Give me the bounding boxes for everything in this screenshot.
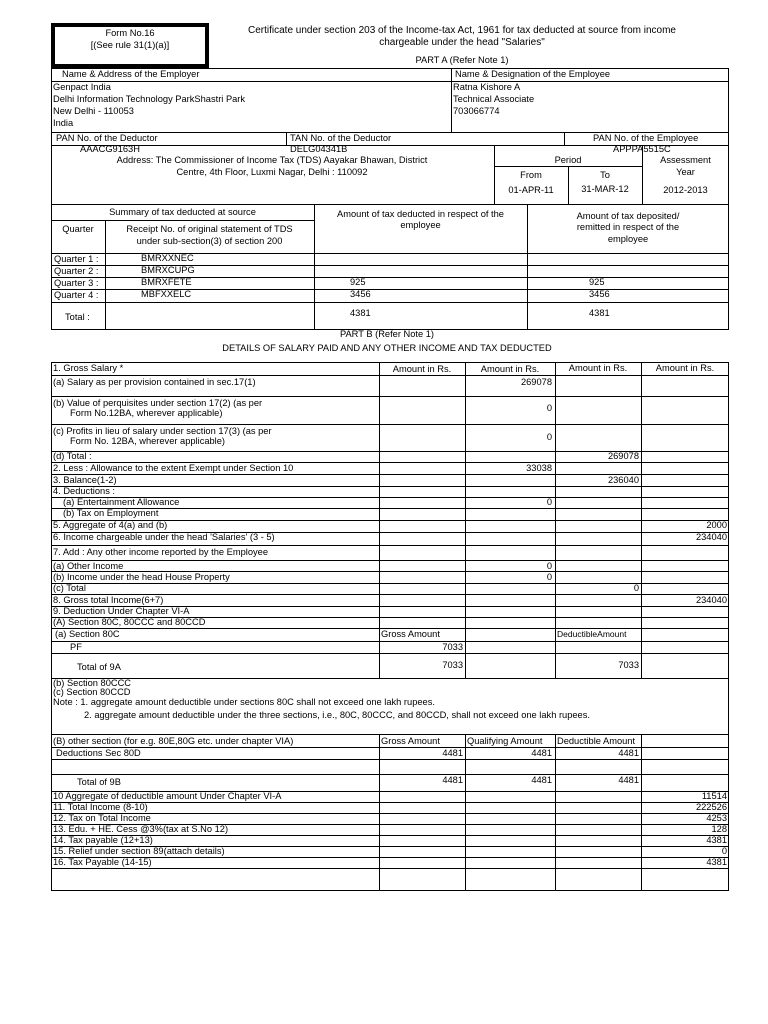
tax-payable-label: 14. Tax payable (12+13) (53, 835, 153, 845)
tan-deductor-label: TAN No. of the Deductor (290, 133, 392, 143)
amount-header: Amount in Rs. (392, 364, 452, 374)
total-9a-deductible: 7033 (618, 660, 639, 670)
divider (51, 204, 729, 205)
amount-header: Amount in Rs. (480, 364, 540, 374)
profits-label-2: Form No. 12BA, wherever applicable) (70, 436, 226, 446)
quarter-label: Quarter 4 : (54, 290, 99, 300)
quarter-column-header: Quarter (62, 224, 94, 234)
divider (51, 653, 729, 654)
total-9b-qualifying: 4481 (531, 775, 552, 785)
divider (564, 132, 565, 145)
employer-address-2: New Delhi - 110053 (53, 106, 134, 116)
aggregate-4-label: 5. Aggregate of 4(a) and (b) (53, 520, 168, 530)
certificate-line-1: Certificate under section 203 of the Income-tax Act, 1961 for tax deducted at source from income (247, 25, 676, 36)
sec-80d-gross: 4481 (442, 748, 463, 758)
employee-designation: Technical Associate (453, 94, 535, 104)
pan-employee-label: PAN No. of the Employee (593, 133, 699, 143)
other-income-label: (a) Other Income (53, 561, 124, 571)
total-9a-gross: 7033 (442, 660, 463, 670)
total-9b-gross: 4481 (442, 775, 463, 785)
divider (51, 813, 729, 814)
cess-value: 128 (711, 824, 727, 834)
profits-label-1: (c) Profits in lieu of salary under section 17(3) (as per (53, 426, 272, 436)
employment-tax-label: (b) Tax on Employment (63, 508, 159, 518)
profits-value: 0 (546, 432, 552, 442)
employee-header: Name & Designation of the Employee (455, 69, 611, 79)
receipt-number: BMRXXNEC (141, 253, 194, 263)
divider (451, 68, 452, 132)
gross-salary-label: 1. Gross Salary * (53, 363, 124, 373)
total-9a-label: Total of 9A (77, 662, 121, 672)
net-tax-payable-value: 4381 (706, 857, 727, 867)
exempt-allowance-value: 33038 (526, 463, 552, 473)
balance-value: 236040 (607, 475, 639, 485)
receipt-number: MBFXXELC (141, 289, 192, 299)
form-rule: [(See rule 31(1)(a)] (90, 40, 170, 50)
tds-address-2: Centre, 4th Floor, Luxmi Nagar, Delhi : 110092 (176, 167, 368, 177)
house-property-value: 0 (546, 572, 552, 582)
part-a-heading: PART A (Refer Note 1) (415, 55, 509, 65)
tax-payable-value: 4381 (706, 835, 727, 845)
income-salaries-label: 6. Income chargeable under the head 'Salaries' (3 - 5) (53, 532, 275, 542)
aggregate-4-value: 2000 (706, 520, 727, 530)
section-80ccc-label: (b) Section 80CCC (53, 678, 132, 688)
deposited-header-3: employee (607, 234, 649, 244)
divider (51, 81, 729, 82)
gross-total-income-value: 234040 (695, 595, 727, 605)
tan-deductor-value: DELG04341B (290, 144, 348, 154)
gross-amount-header: Gross Amount (381, 629, 440, 639)
period-from: 01-APR-11 (508, 185, 554, 195)
other-income-value: 0 (546, 561, 552, 571)
summary-label: Summary of tax deducted at source (109, 207, 256, 217)
divider (51, 759, 729, 760)
divider (51, 220, 314, 221)
pf-gross-value: 7033 (442, 642, 463, 652)
total-9b-deductible: 4481 (618, 775, 639, 785)
deductible-amount-header: DeductibleAmount (557, 629, 627, 639)
receipt-header-2: under sub-section(3) of section 200 (136, 236, 283, 246)
sec-80d-label: Deductions Sec 80D (56, 748, 141, 758)
divider (51, 868, 729, 869)
exempt-allowance-label: 2. Less : Allowance to the extent Exempt under Section 10 (53, 463, 294, 473)
pan-deductor-value: AAACG9163H (80, 144, 140, 154)
pf-label: PF (70, 642, 82, 652)
d-total-value: 269078 (607, 451, 639, 461)
assessment-year-label: Year (676, 167, 695, 177)
qualifying-amount-header: Qualifying Amount (467, 736, 543, 746)
total-label: Total : (65, 312, 90, 322)
to-label: To (600, 170, 610, 180)
amount-header: Amount in Rs. (655, 363, 715, 373)
cess-label: 13. Edu. + HE. Cess @3%(tax at S.No 12) (53, 824, 229, 834)
employer-address-1: Delhi Information Technology ParkShastri Park (53, 94, 246, 104)
period-label: Period (554, 155, 582, 165)
section-80ccd-label: (c) Section 80CCD (53, 687, 131, 697)
section-80c-label: (a) Section 80C (55, 629, 120, 639)
quarter-label: Quarter 1 : (54, 254, 99, 264)
income-salaries-value: 234040 (695, 532, 727, 542)
form-title: Form No.16 (105, 28, 155, 38)
quarter-label: Quarter 3 : (54, 278, 99, 288)
assessment-label: Assessment (660, 155, 711, 165)
part-b-subheading: DETAILS OF SALARY PAID AND ANY OTHER INCOME AND TAX DEDUCTED (222, 343, 552, 353)
divider (51, 424, 729, 425)
certificate-line-2: chargeable under the head "Salaries" (379, 37, 545, 48)
gross-total-income-label: 8. Gross total Income(6+7) (53, 595, 164, 605)
deposited-header-2: remitted in respect of the (576, 222, 680, 232)
gross-amount-header: Gross Amount (381, 736, 440, 746)
amount-header: Amount in Rs. (568, 363, 628, 373)
total-income-label: 11. Total Income (8-10) (53, 802, 148, 812)
tax-deposited: 925 (589, 277, 605, 287)
deductible-amount-header: Deductible Amount (557, 736, 636, 746)
employer-country: India (53, 118, 74, 128)
receipt-number: BMRXFETE (141, 277, 192, 287)
divider (51, 486, 729, 487)
employee-name: Ratna Kishore A (453, 82, 521, 92)
deposited-header-1: Amount of tax deposited/ (576, 211, 680, 221)
tds-address-1: Address: The Commissioner of Income Tax (TDS) Aayakar Bhawan, District (116, 155, 428, 165)
c-total-value: 0 (633, 583, 639, 593)
receipt-number: BMRXCUPG (141, 265, 195, 275)
total-deducted: 4381 (350, 308, 371, 318)
chapter-via-label: 9. Deduction Under Chapter VI-A (53, 606, 190, 616)
tax-deducted: 3456 (350, 289, 371, 299)
employer-name: Genpact India (53, 82, 111, 92)
total-9b-label: Total of 9B (77, 777, 121, 787)
tax-deducted: 925 (350, 277, 366, 287)
divider (51, 560, 729, 561)
relief-89-value: 0 (721, 846, 727, 856)
deducted-header-1: Amount of tax deducted in respect of the (337, 209, 504, 219)
entertainment-value: 0 (546, 497, 552, 507)
other-section-label: (B) other section (for e.g. 80E,80G etc. under chapter VIA) (53, 736, 294, 746)
total-income-value: 222526 (695, 802, 727, 812)
relief-89-label: 15. Relief under section 89(attach details) (53, 846, 225, 856)
c-total-label: (c) Total (53, 583, 86, 593)
net-tax-payable-label: 16. Tax Payable (14-15) (53, 857, 152, 867)
divider (51, 802, 729, 803)
employer-header: Name & Address of the Employer (62, 69, 200, 79)
sec-80d-qualifying: 4481 (531, 748, 552, 758)
divider (286, 132, 287, 145)
house-property-label: (b) Income under the head House Property (53, 572, 230, 582)
divider (51, 375, 729, 376)
total-deposited: 4381 (589, 308, 610, 318)
deducted-header-2: employee (400, 220, 441, 230)
perquisites-value: 0 (546, 403, 552, 413)
employee-id: 703066774 (453, 106, 500, 116)
section-80c-group-label: (A) Section 80C, 80CCC and 80CCD (53, 617, 206, 627)
aggregate-deductible-label: 10 Aggregate of deductible amount Under Chapter VI-A (53, 791, 282, 801)
part-b-heading: PART B (Refer Note 1) (339, 329, 435, 339)
entertainment-label: (a) Entertainment Allowance (63, 497, 180, 507)
from-label: From (520, 170, 542, 180)
d-total-label: (d) Total : (53, 451, 92, 461)
tax-on-income-value: 4253 (706, 813, 727, 823)
note-2: 2. aggregate amount deductible under the three sections, i.e., 80C, 80CCC, and 80CCD, shall not exceed one lakh rupees. (84, 710, 590, 720)
divider (51, 396, 729, 397)
divider (51, 734, 729, 735)
quarter-label: Quarter 2 : (54, 266, 99, 276)
divider (51, 545, 729, 546)
receipt-header-1: Receipt No. of original statement of TDS (126, 224, 293, 234)
salary-17-1-value: 269078 (520, 377, 552, 387)
tax-deposited: 3456 (589, 289, 610, 299)
period-to: 31-MAR-12 (581, 184, 629, 194)
assessment-year: 2012-2013 (663, 185, 708, 195)
tax-on-income-label: 12. Tax on Total Income (53, 813, 151, 823)
perquisites-label-1: (b) Value of perquisites under section 17(2) (as per (53, 398, 263, 408)
divider (51, 857, 729, 858)
salary-17-1-label: (a) Salary as per provision contained in sec.17(1) (53, 377, 256, 387)
note-1: Note : 1. aggregate amount deductible under sections 80C shall not exceed one lakh rupees. (53, 697, 435, 707)
perquisites-label-2: Form No.12BA, wherever applicable) (70, 408, 223, 418)
balance-label: 3. Balance(1-2) (53, 475, 117, 485)
divider (51, 678, 729, 679)
deductions-label: 4. Deductions : (53, 486, 116, 496)
other-income-heading: 7. Add : Any other income reported by the Employee (53, 547, 268, 557)
pan-employee-value: APPPA5515C (613, 144, 671, 154)
pan-deductor-label: PAN No. of the Deductor (56, 133, 158, 143)
divider (51, 302, 729, 303)
sec-80d-deductible: 4481 (618, 748, 639, 758)
aggregate-deductible-value: 11514 (701, 791, 727, 801)
